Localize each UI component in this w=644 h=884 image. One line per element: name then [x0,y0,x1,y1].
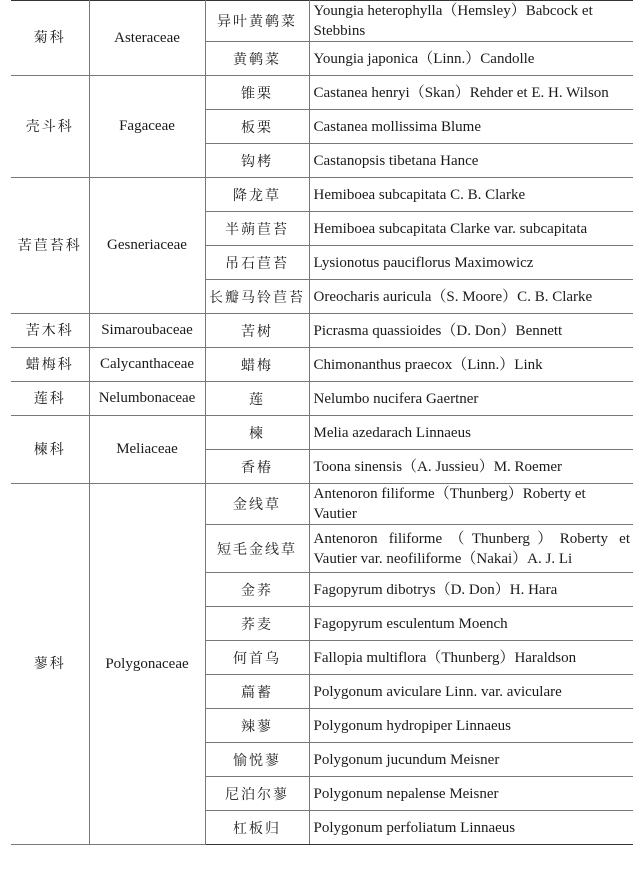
species-latin-name: Polygonum nepalense Meisner [309,777,633,811]
species-latin-name: Youngia japonica（Linn.）Candolle [309,42,633,76]
species-latin-name: Youngia heterophylla（Hemsley）Babcock et Stebbins [309,1,633,42]
family-latin-name: Simaroubaceae [89,314,205,348]
species-chinese-name: 异叶黄鹌菜 [205,1,309,42]
family-latin-name: Nelumbonaceae [89,382,205,416]
species-latin-name: Polygonum aviculare Linn. var. aviculare [309,675,633,709]
species-latin-name: Oreocharis auricula（S. Moore）C. B. Clarke [309,280,633,314]
family-chinese-name: 蜡梅科 [11,348,89,382]
family-chinese-name: 楝科 [11,416,89,484]
species-chinese-name: 萹蓄 [205,675,309,709]
species-chinese-name: 长瓣马铃苣苔 [205,280,309,314]
species-chinese-name: 愉悦蓼 [205,743,309,777]
table-row [11,382,633,416]
table-row [11,178,633,212]
table-row [11,348,633,382]
species-chinese-name: 莲 [205,382,309,416]
species-latin-name: Castanopsis tibetana Hance [309,144,633,178]
species-chinese-name: 钩栲 [205,144,309,178]
species-latin-name: Picrasma quassioides（D. Don）Bennett [309,314,633,348]
family-chinese-name: 苦苣苔科 [11,178,89,314]
family-latin-name: Calycanthaceae [89,348,205,382]
species-latin-name: Polygonum hydropiper Linnaeus [309,709,633,743]
species-latin-name: Lysionotus pauciflorus Maximowicz [309,246,633,280]
table-row [11,416,633,450]
species-latin-name: Antenoron filiforme（Thunberg）Roberty et Vautier var. neofiliforme（Nakai）A. J. Li [309,525,633,573]
species-latin-name: Toona sinensis（A. Jussieu）M. Roemer [309,450,633,484]
species-chinese-name: 板栗 [205,110,309,144]
species-chinese-name: 辣蓼 [205,709,309,743]
species-chinese-name: 荞麦 [205,607,309,641]
species-chinese-name: 降龙草 [205,178,309,212]
table-row [11,314,633,348]
species-latin-name: Chimonanthus praecox（Linn.）Link [309,348,633,382]
species-latin-name: Fagopyrum dibotrys（D. Don）H. Hara [309,573,633,607]
family-latin-name: Polygonaceae [89,484,205,845]
species-chinese-name: 锥栗 [205,76,309,110]
species-latin-name: Polygonum jucundum Meisner [309,743,633,777]
species-latin-name: Hemiboea subcapitata C. B. Clarke [309,178,633,212]
species-table [11,0,633,845]
family-chinese-name: 菊科 [11,1,89,76]
species-chinese-name: 苦树 [205,314,309,348]
family-chinese-name: 苦木科 [11,314,89,348]
species-latin-name: Polygonum perfoliatum Linnaeus [309,811,633,845]
family-latin-name: Asteraceae [89,1,205,76]
species-chinese-name: 尼泊尔蓼 [205,777,309,811]
species-latin-name: Castanea henryi（Skan）Rehder et E. H. Wilson [309,76,633,110]
family-chinese-name: 壳斗科 [11,76,89,178]
species-table-sheet [11,0,633,845]
family-latin-name: Meliaceae [89,416,205,484]
family-chinese-name: 莲科 [11,382,89,416]
species-chinese-name: 香椿 [205,450,309,484]
table-row [11,76,633,110]
table-row [11,484,633,525]
species-latin-name: Antenoron filiforme（Thunberg）Roberty et Vautier [309,484,633,525]
species-chinese-name: 半蒴苣苔 [205,212,309,246]
family-chinese-name: 蓼科 [11,484,89,845]
species-chinese-name: 金线草 [205,484,309,525]
species-chinese-name: 吊石苣苔 [205,246,309,280]
species-chinese-name: 何首乌 [205,641,309,675]
species-table-body [11,1,633,845]
family-latin-name: Fagaceae [89,76,205,178]
species-latin-name: Fallopia multiflora（Thunberg）Haraldson [309,641,633,675]
table-row [11,1,633,42]
species-chinese-name: 蜡梅 [205,348,309,382]
species-chinese-name: 金荞 [205,573,309,607]
species-latin-name: Nelumbo nucifera Gaertner [309,382,633,416]
species-chinese-name: 黄鹌菜 [205,42,309,76]
species-latin-name: Melia azedarach Linnaeus [309,416,633,450]
species-latin-name: Fagopyrum esculentum Moench [309,607,633,641]
family-latin-name: Gesneriaceae [89,178,205,314]
species-latin-name: Hemiboea subcapitata Clarke var. subcapitata [309,212,633,246]
species-chinese-name: 楝 [205,416,309,450]
species-chinese-name: 短毛金线草 [205,525,309,573]
species-latin-name: Castanea mollissima Blume [309,110,633,144]
species-chinese-name: 杠板归 [205,811,309,845]
